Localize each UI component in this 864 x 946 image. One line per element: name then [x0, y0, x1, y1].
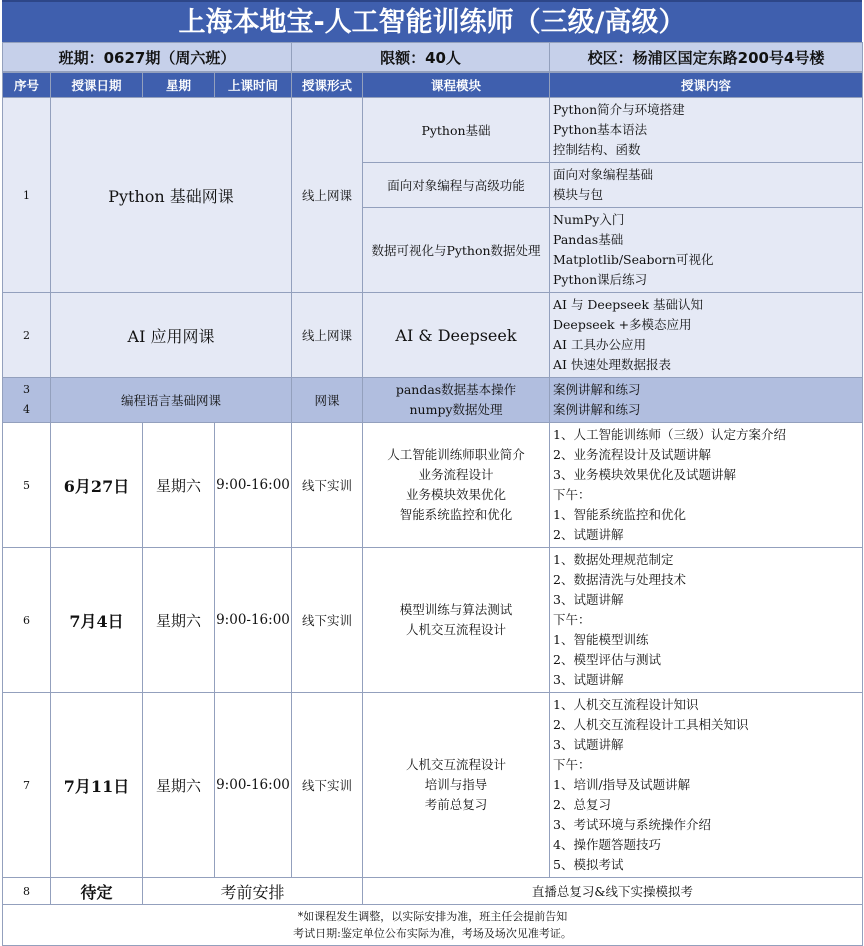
- table-row: [3, 423, 863, 548]
- table-row: [3, 293, 863, 378]
- class-period: 班期：0627期（周六班）: [3, 43, 292, 72]
- course-content: NumPy入门 Pandas基础 Matplotlib/Seaborn可视化 Python课后练习: [550, 208, 863, 293]
- row-index: 8: [3, 878, 51, 905]
- course-content: 面向对象编程基础 模块与包: [550, 163, 863, 208]
- table-row: [3, 548, 863, 693]
- class-date: 待定: [51, 878, 143, 905]
- course-content: AI 与 Deepseek 基础认知 Deepseek +多模态应用 AI 工具办公应用 AI 快速处理数据报表: [550, 293, 863, 378]
- course-form: 网课: [292, 378, 363, 423]
- info-bar: [2, 42, 863, 72]
- row-index: 6: [3, 548, 51, 693]
- footnote: *如课程发生调整，以实际安排为准，班主任会提前告知 考试日期:鉴定单位公布实际为准，考场及场次见准考证。: [3, 905, 863, 946]
- class-time: 9:00-16:00: [215, 693, 292, 878]
- course-module: AI & Deepseek: [363, 293, 550, 378]
- quota: 限额：40人: [292, 43, 550, 72]
- table-row: [3, 693, 863, 878]
- header-date: 授课日期: [51, 73, 143, 98]
- course-module: 面向对象编程与高级功能: [363, 163, 550, 208]
- course-module: 模型训练与算法测试 人机交互流程设计: [363, 548, 550, 693]
- row-index: 2: [3, 293, 51, 378]
- class-weekday: 星期六: [143, 548, 215, 693]
- course-form: 线下实训: [292, 548, 363, 693]
- schedule-table: [2, 72, 863, 946]
- row-index: 1: [3, 98, 51, 293]
- course-module: Python基础: [363, 98, 550, 163]
- course-content: 1、人工智能训练师（三级）认定方案介绍 2、业务流程设计及试题讲解 3、业务模块效果优化及试题讲解 下午： 1、智能系统监控和优化 2、试题讲解: [550, 423, 863, 548]
- course-content: 直播总复习&线下实操模拟考: [363, 878, 863, 905]
- schedule-sheet: [2, 0, 862, 946]
- course-name: Python 基础网课: [51, 98, 292, 293]
- row-index: 3 4: [3, 378, 51, 423]
- class-date: 6月27日: [51, 423, 143, 548]
- header-content: 授课内容: [550, 73, 863, 98]
- table-header: [3, 73, 863, 98]
- class-weekday: 星期六: [143, 693, 215, 878]
- header-form: 授课形式: [292, 73, 363, 98]
- row-index: 7: [3, 693, 51, 878]
- notes-row: [3, 905, 863, 946]
- course-name: 编程语言基础网课: [51, 378, 292, 423]
- campus: 校区：杨浦区国定东路200号4号楼: [550, 43, 863, 72]
- header-weekday: 星期: [143, 73, 215, 98]
- class-time: 9:00-16:00: [215, 548, 292, 693]
- class-arrangement: 考前安排: [143, 878, 363, 905]
- table-row: [3, 378, 863, 423]
- class-date: 7月4日: [51, 548, 143, 693]
- course-form: 线上网课: [292, 293, 363, 378]
- class-weekday: 星期六: [143, 423, 215, 548]
- course-form: 线下实训: [292, 693, 363, 878]
- course-content: 案例讲解和练习 案例讲解和练习: [550, 378, 863, 423]
- course-name: AI 应用网课: [51, 293, 292, 378]
- course-module: 数据可视化与Python数据处理: [363, 208, 550, 293]
- table-row: [3, 878, 863, 905]
- header-time: 上课时间: [215, 73, 292, 98]
- page-title: 上海本地宝-人工智能训练师（三级/高级）: [2, 0, 862, 42]
- course-content: Python简介与环境搭建 Python基本语法 控制结构、函数: [550, 98, 863, 163]
- class-time: 9:00-16:00: [215, 423, 292, 548]
- header-module: 课程模块: [363, 73, 550, 98]
- course-module: 人工智能训练师职业简介 业务流程设计 业务模块效果优化 智能系统监控和优化: [363, 423, 550, 548]
- course-form: 线下实训: [292, 423, 363, 548]
- course-form: 线上网课: [292, 98, 363, 293]
- row-index: 5: [3, 423, 51, 548]
- course-module: 人机交互流程设计 培训与指导 考前总复习: [363, 693, 550, 878]
- course-module: pandas数据基本操作 numpy数据处理: [363, 378, 550, 423]
- course-content: 1、数据处理规范制定 2、数据清洗与处理技术 3、试题讲解 下午： 1、智能模型训练 2、模型评估与测试 3、试题讲解: [550, 548, 863, 693]
- class-date: 7月11日: [51, 693, 143, 878]
- table-row: [3, 98, 863, 163]
- course-content: 1、人机交互流程设计知识 2、人机交互流程设计工具相关知识 3、试题讲解 下午： 1、培训/指导及试题讲解 2、总复习 3、考试环境与系统操作介绍 4、操作题答题技巧 5、模拟考试: [550, 693, 863, 878]
- header-index: 序号: [3, 73, 51, 98]
